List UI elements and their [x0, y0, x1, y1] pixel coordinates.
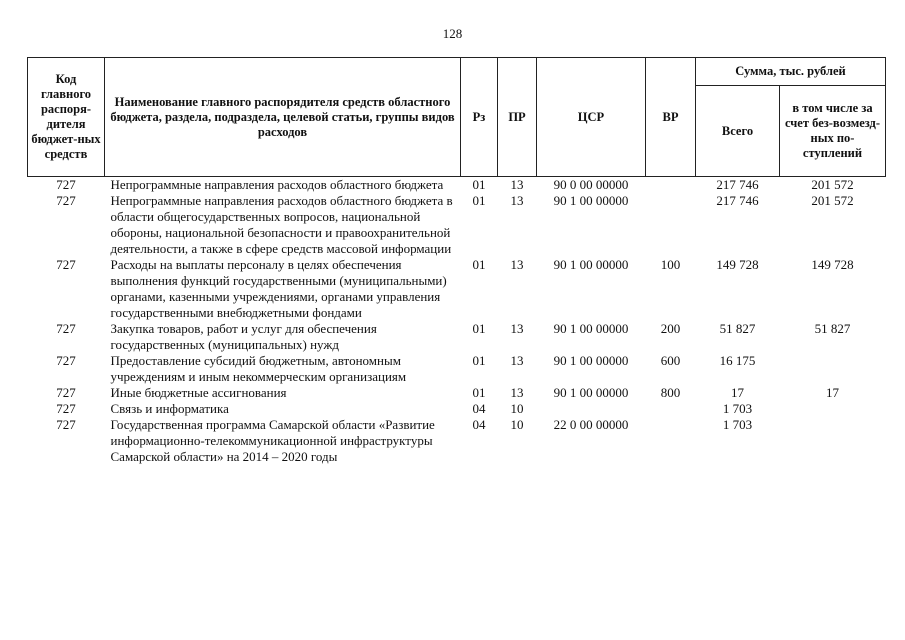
- cell-csr: 22 0 00 00000: [553, 417, 629, 432]
- cell-name: Расходы на выплаты персоналу в целях обеспечения выполнения функций государственными (муниципальными) органами, казенными учреждениями, органами управления государственными внебюджетными фондами: [110, 257, 447, 320]
- cell-gratuitous: 51 827: [814, 321, 851, 336]
- cell-csr: 90 1 00 00000: [553, 353, 629, 368]
- cell-code: 727: [56, 417, 76, 432]
- table-row: [28, 401, 886, 417]
- cell-rz: 01: [472, 321, 486, 336]
- table-row: [28, 417, 886, 465]
- cell-vr: [646, 417, 696, 465]
- cell-name: Иные бюджетные ассигнования: [110, 385, 287, 400]
- cell-vr: 100: [660, 257, 681, 272]
- cell-code: 727: [56, 177, 76, 192]
- cell-name: Предоставление субсидий бюджетным, автономным учреждениям и иным некоммерческим организациям: [110, 353, 407, 384]
- cell-rz: 01: [472, 257, 486, 272]
- cell-name: Связь и информатика: [110, 401, 229, 416]
- cell-pr: 13: [510, 321, 524, 336]
- cell-name: Непрограммные направления расходов областного бюджета в области общегосударственных вопросов, национальной обороны, национальной безопасности и правоохранительной деятельности, а также в сфере средств массовой информации: [110, 193, 453, 256]
- table-body: [28, 177, 886, 466]
- cell-csr: 90 1 00 00000: [553, 385, 629, 400]
- cell-code: 727: [56, 321, 76, 336]
- cell-gratuitous: [780, 353, 886, 385]
- header-rz: Рз: [461, 58, 498, 177]
- header-name: Наименование главного распорядителя средств областного бюджета, раздела, подраздела, целевой статьи, группы видов расходов: [105, 58, 461, 177]
- cell-vr: 600: [660, 353, 681, 368]
- cell-code: 727: [56, 257, 76, 272]
- cell-code: 727: [56, 401, 76, 416]
- cell-rz: 01: [472, 177, 486, 192]
- cell-vr: [646, 177, 696, 194]
- header-total: Всего: [696, 86, 780, 177]
- cell-total: 217 746: [716, 193, 759, 208]
- table-row: [28, 353, 886, 385]
- page-number: 128: [442, 26, 463, 41]
- header-code: Код главного распоря-дителя бюджет-ных средств: [28, 58, 105, 177]
- table-row: [28, 385, 886, 401]
- cell-vr: 200: [660, 321, 681, 336]
- table-row: [28, 193, 886, 257]
- cell-name: Государственная программа Самарской области «Развитие информационно-телекоммуникационной инфраструктуры Самарской области» на 2014 – 2020 годы: [110, 417, 435, 464]
- cell-pr: 13: [510, 177, 524, 192]
- cell-csr: [537, 401, 646, 417]
- cell-total: 16 175: [719, 353, 756, 368]
- cell-total: 1 703: [722, 401, 753, 416]
- cell-rz: 04: [472, 401, 486, 416]
- cell-csr: 90 1 00 00000: [553, 321, 629, 336]
- cell-pr: 13: [510, 257, 524, 272]
- cell-total: 149 728: [716, 257, 759, 272]
- cell-rz: 01: [472, 193, 486, 208]
- table-row: [28, 177, 886, 194]
- cell-total: 51 827: [719, 321, 756, 336]
- budget-table: [27, 57, 886, 465]
- cell-total: 17: [731, 385, 744, 400]
- cell-total: 1 703: [722, 417, 753, 432]
- cell-pr: 13: [510, 353, 524, 368]
- cell-code: 727: [56, 385, 76, 400]
- header-gratuitous: в том числе за счет без-возмезд-ных по-ступлений: [780, 86, 886, 177]
- cell-csr: 90 1 00 00000: [553, 193, 629, 208]
- cell-name: Непрограммные направления расходов областного бюджета: [110, 177, 444, 192]
- cell-vr: [646, 401, 696, 417]
- cell-vr: 800: [660, 385, 681, 400]
- cell-gratuitous: [780, 401, 886, 417]
- cell-pr: 10: [510, 401, 524, 416]
- table-row: [28, 321, 886, 353]
- header-csr: ЦСР: [537, 58, 646, 177]
- header-pr: ПР: [498, 58, 537, 177]
- cell-vr: [646, 193, 696, 257]
- cell-name: Закупка товаров, работ и услуг для обеспечения государственных (муниципальных) нужд: [110, 321, 377, 352]
- cell-csr: 90 0 00 00000: [553, 177, 629, 192]
- cell-code: 727: [56, 193, 76, 208]
- cell-code: 727: [56, 353, 76, 368]
- cell-rz: 01: [472, 353, 486, 368]
- cell-total: 217 746: [716, 177, 759, 192]
- table-row: [28, 257, 886, 321]
- cell-gratuitous: 149 728: [811, 257, 854, 272]
- cell-rz: 04: [472, 417, 486, 432]
- cell-pr: 13: [510, 193, 524, 208]
- cell-pr: 13: [510, 385, 524, 400]
- cell-gratuitous: [780, 417, 886, 465]
- cell-rz: 01: [472, 385, 486, 400]
- table-header: [28, 58, 886, 177]
- header-vr: ВР: [646, 58, 696, 177]
- header-sum-group: Сумма, тыс. рублей: [696, 58, 886, 86]
- cell-pr: 10: [510, 417, 524, 432]
- cell-gratuitous: 17: [826, 385, 839, 400]
- cell-gratuitous: 201 572: [811, 193, 854, 208]
- cell-gratuitous: 201 572: [811, 177, 854, 192]
- cell-csr: 90 1 00 00000: [553, 257, 629, 272]
